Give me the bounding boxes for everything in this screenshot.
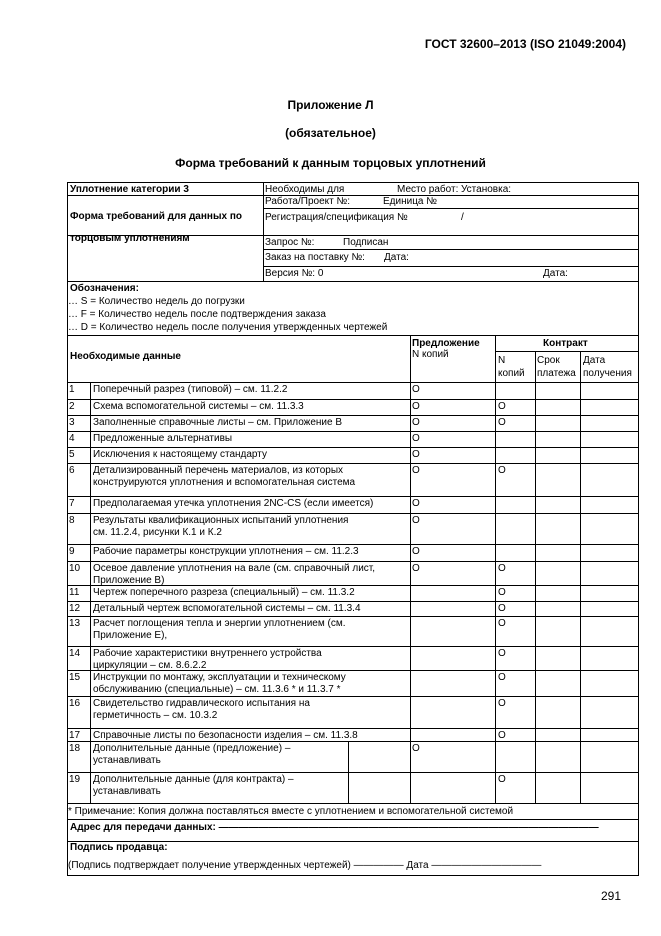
legend-f: … F = Количество недель после подтверждения заказа bbox=[68, 309, 326, 320]
project-label: Работа/Проект №: bbox=[265, 196, 350, 207]
table-cell: 18 bbox=[69, 743, 81, 754]
table-cell: 4 bbox=[69, 433, 75, 444]
col-offer-header: Предложение bbox=[412, 338, 480, 349]
table-cell: Схема вспомогательной системы – см. 11.3.3 bbox=[93, 401, 304, 412]
table-cell: 8 bbox=[69, 515, 75, 526]
legend-title: Обозначения: bbox=[70, 283, 139, 294]
table-cell: O bbox=[498, 672, 506, 683]
table-cell: Рабочие характеристики внутреннего устройства bbox=[93, 648, 322, 659]
table-cell: O bbox=[412, 449, 420, 460]
version-label: Версия №: 0 bbox=[265, 268, 324, 279]
legend-s: … S = Количество недель до погрузки bbox=[68, 296, 245, 307]
table-cell: 10 bbox=[69, 563, 81, 574]
table-cell: Инструкции по монтажу, эксплуатации и техническому bbox=[93, 672, 346, 683]
table-cell: O bbox=[498, 401, 506, 412]
table-cell: 3 bbox=[69, 417, 75, 428]
registration-label: Регистрация/спецификация № bbox=[265, 212, 408, 223]
table-cell: Осевое давление уплотнения на вале (см. справочный лист, bbox=[93, 563, 376, 574]
requirements-form bbox=[67, 182, 639, 876]
signature-label: Подпись продавца: bbox=[70, 842, 168, 853]
table-cell: O bbox=[412, 401, 420, 412]
table-cell: O bbox=[498, 417, 506, 428]
table-cell: 1 bbox=[69, 384, 75, 395]
needed-for-label: Необходимы для bbox=[265, 184, 345, 195]
table-cell: Детальный чертеж вспомогательной системы – см. 11.3.4 bbox=[93, 603, 361, 614]
table-cell: O bbox=[498, 587, 506, 598]
table-cell: Результаты квалификационных испытаний уплотнения bbox=[93, 515, 349, 526]
col-term-line1: Срок bbox=[537, 355, 560, 366]
table-cell: O bbox=[412, 743, 420, 754]
table-cell: конструируются уплотнения и вспомогательная система bbox=[93, 477, 356, 488]
table-cell: герметичность – см. 10.3.2 bbox=[93, 710, 218, 721]
table-cell: O bbox=[412, 498, 420, 509]
col-term-line2: платежа bbox=[537, 368, 576, 379]
table-cell: 13 bbox=[69, 618, 81, 629]
form-label-line1: Форма требований для данных по bbox=[70, 211, 242, 222]
table-cell: 9 bbox=[69, 546, 75, 557]
legend-d: … D = Количество недель после получения утвержденных чертежей bbox=[68, 322, 388, 333]
standard-header: ГОСТ 32600–2013 (ISO 21049:2004) bbox=[424, 37, 626, 51]
table-cell: O bbox=[498, 698, 506, 709]
order-date-label: Дата: bbox=[384, 252, 409, 263]
appendix-status: (обязательное) bbox=[285, 126, 376, 140]
table-cell: O bbox=[498, 618, 506, 629]
table-cell: Детализированный перечень материалов, из которых bbox=[93, 465, 344, 476]
table-cell: 16 bbox=[69, 698, 81, 709]
table-cell: Заполненные справочные листы – см. Приложение В bbox=[93, 417, 343, 428]
place-label: Место работ: bbox=[397, 184, 459, 195]
table-cell: 14 bbox=[69, 648, 81, 659]
appendix-title: Приложение Л bbox=[287, 98, 374, 112]
table-cell: 2 bbox=[69, 401, 75, 412]
table-cell: Предложенные альтернативы bbox=[93, 433, 233, 444]
table-cell: обслуживанию (специальные) – см. 11.3.6 * и 11.3.7 * bbox=[93, 684, 341, 695]
col-n-line1: N bbox=[498, 355, 506, 366]
table-cell: см. 11.2.4, рисунки К.1 и К.2 bbox=[93, 527, 222, 538]
table-cell: устанавливать bbox=[93, 755, 161, 766]
table-cell: Чертеж поперечного разреза (специальный) – см. 11.3.2 bbox=[93, 587, 355, 598]
table-cell: O bbox=[498, 603, 506, 614]
footer-note: * Примечание: Копия должна поставляться вместе с уплотнением и вспомогательной системой bbox=[68, 806, 514, 817]
unit-label: Единица № bbox=[383, 196, 437, 207]
col-date-line1: Дата bbox=[583, 355, 606, 366]
registration-slash: / bbox=[461, 212, 464, 223]
request-label: Запрос №: bbox=[265, 237, 315, 248]
table-cell: 5 bbox=[69, 449, 75, 460]
table-cell: O bbox=[412, 515, 420, 526]
table-cell: 7 bbox=[69, 498, 75, 509]
table-cell: O bbox=[412, 384, 420, 395]
table-cell: O bbox=[498, 730, 506, 741]
version-date-label: Дата: bbox=[543, 268, 568, 279]
table-cell: O bbox=[498, 563, 506, 574]
col-required-header: Необходимые данные bbox=[70, 351, 181, 362]
table-cell: 17 bbox=[69, 730, 81, 741]
table-cell: Расчет поглощения тепла и энергии уплотнением (см. bbox=[93, 618, 346, 629]
table-cell: Справочные листы по безопасности изделия – см. 11.3.8 bbox=[93, 730, 358, 741]
page-number: 291 bbox=[600, 889, 621, 903]
signed-label: Подписан bbox=[343, 237, 389, 248]
table-cell: O bbox=[498, 648, 506, 659]
confirm-line: (Подпись подтверждает получение утвержденных чертежей) ————— Дата ——————————— bbox=[68, 860, 542, 871]
table-cell: Поперечный разрез (типовой) – см. 11.2.2 bbox=[93, 384, 288, 395]
col-offer-sub: N копий bbox=[412, 349, 449, 360]
table-cell: O bbox=[412, 417, 420, 428]
table-cell: Свидетельство гидравлического испытания на bbox=[93, 698, 310, 709]
form-label-line2: торцовым уплотнениям bbox=[70, 233, 190, 244]
table-cell: O bbox=[412, 465, 420, 476]
table-cell: Приложение Е), bbox=[93, 630, 168, 641]
table-cell: O bbox=[498, 774, 506, 785]
table-cell: 15 bbox=[69, 672, 81, 683]
table-cell: O bbox=[412, 563, 420, 574]
table-cell: Дополнительные данные (предложение) – bbox=[93, 743, 291, 754]
table-cell: Приложение В) bbox=[93, 575, 165, 586]
table-cell: устанавливать bbox=[93, 786, 161, 797]
table-cell: Дополнительные данные (для контракта) – bbox=[93, 774, 294, 785]
table-cell: 11 bbox=[69, 587, 80, 598]
table-cell: O bbox=[412, 546, 420, 557]
table-cell: 6 bbox=[69, 465, 75, 476]
table-cell: Рабочие параметры конструкции уплотнения – см. 11.2.3 bbox=[93, 546, 359, 557]
table-cell: 12 bbox=[69, 603, 81, 614]
col-n-line2: копий bbox=[498, 368, 525, 379]
table-cell: циркуляции – см. 8.6.2.2 bbox=[93, 660, 207, 671]
table-cell: Предполагаемая утечка уплотнения 2NC-CS (если имеется) bbox=[93, 498, 374, 509]
col-date-line2: получения bbox=[583, 368, 632, 379]
address-label: Адрес для передачи данных: —————————————————————————————————————— bbox=[70, 822, 599, 833]
table-cell: Исключения к настоящему стандарту bbox=[93, 449, 267, 460]
install-label: Установка: bbox=[461, 184, 512, 195]
order-label: Заказ на поставку №: bbox=[265, 252, 365, 263]
seal-category: Уплотнение категории 3 bbox=[70, 184, 189, 195]
table-cell: 19 bbox=[69, 774, 81, 785]
form-title: Форма требований к данным торцовых уплотнений bbox=[175, 156, 486, 170]
col-contract-header: Контракт bbox=[543, 338, 588, 349]
table-cell: O bbox=[498, 465, 506, 476]
table-cell: O bbox=[412, 433, 420, 444]
